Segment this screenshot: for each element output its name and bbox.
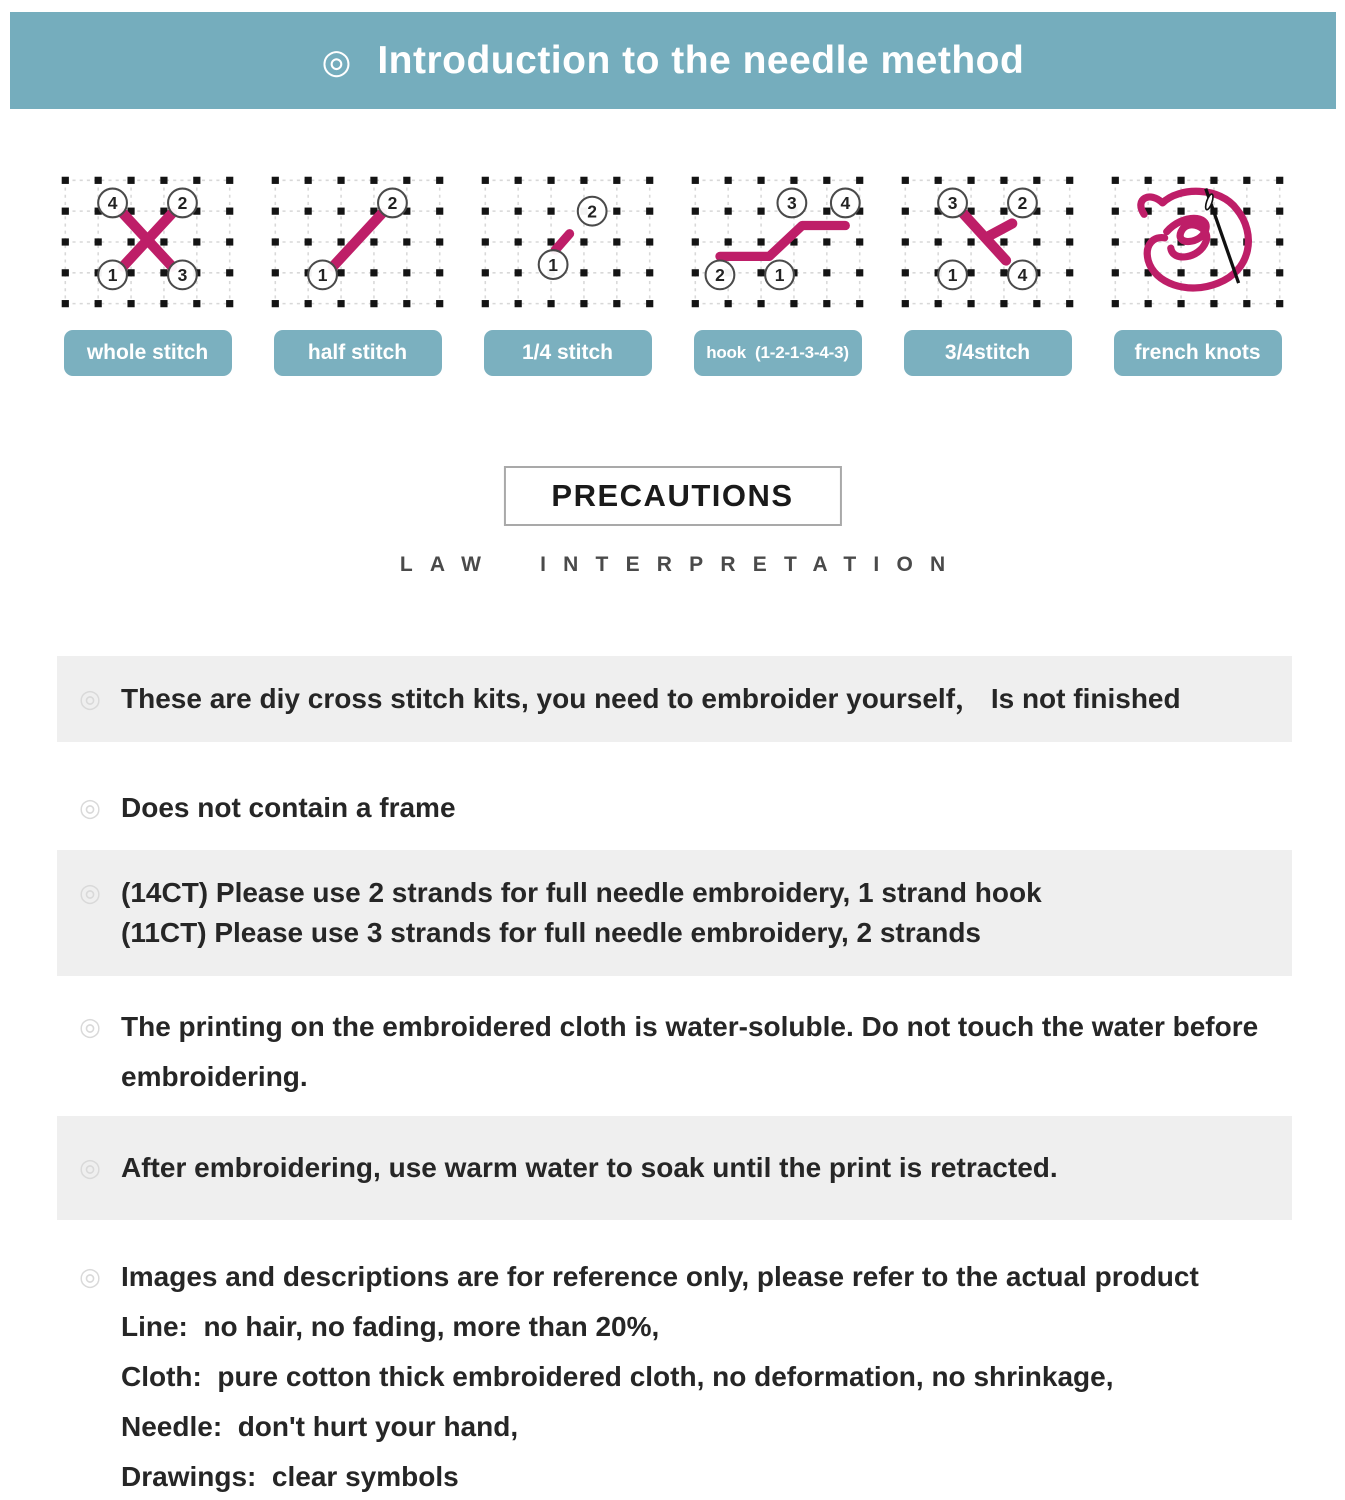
ring-bullet-icon: ◎ <box>79 794 101 822</box>
ring-bullet-icon: ◎ <box>79 685 101 713</box>
precaution-item-3 <box>57 850 1292 976</box>
stitch-column-french-knots <box>1105 168 1290 376</box>
stitch-column-three-quarter <box>895 168 1080 376</box>
svg-text:2: 2 <box>587 201 598 222</box>
title-banner-content <box>322 39 1025 83</box>
stitch-label-half-stitch: half stitch <box>274 330 442 376</box>
svg-text:2: 2 <box>387 193 398 214</box>
french-knots-diagram <box>1105 168 1290 317</box>
svg-text:2: 2 <box>715 265 725 286</box>
half-stitch-diagram <box>265 168 450 317</box>
svg-text:1: 1 <box>774 265 785 286</box>
quarter-stitch-diagram <box>475 168 660 317</box>
precautions-list <box>57 656 1292 1500</box>
target-circle-icon: ◎ <box>321 42 352 81</box>
stitch-label-three-quarter: 3/4stitch <box>904 330 1072 376</box>
precaution-text: After embroidering, use warm water to soak until the print is retracted. <box>121 1152 1058 1183</box>
svg-text:1: 1 <box>107 265 118 286</box>
precaution-text: Images and descriptions are for reference only, please refer to the actual product Line: no hair, no fading, more than 20%, Cloth: pure cotton thick embroidered cloth, no deformation, no shrinkage, Needle: don't hurt your hand, Drawings: clear symbols <box>121 1261 1199 1492</box>
stitch-diagram-row <box>55 168 1290 376</box>
ring-bullet-icon: ◎ <box>79 1154 101 1182</box>
precaution-item-2 <box>57 786 1292 830</box>
precaution-text: These are diy cross stitch kits, you need to embroider yourself， Is not finished <box>121 683 1181 714</box>
page-title: Introduction to the needle method <box>377 38 1025 82</box>
svg-text:2: 2 <box>1017 193 1028 214</box>
stitch-label-hook: hook (1-2-1-3-4-3) <box>694 330 862 376</box>
precaution-text: Does not contain a frame <box>121 792 456 823</box>
svg-text:1: 1 <box>947 265 958 286</box>
precaution-item-6 <box>57 1252 1292 1500</box>
precaution-text: The printing on the embroidered cloth is water-soluble. Do not touch the water before embroidering. <box>121 1011 1266 1092</box>
svg-text:1: 1 <box>548 254 558 275</box>
stitch-label-whole-stitch: whole stitch <box>64 330 232 376</box>
svg-text:4: 4 <box>107 193 118 214</box>
precaution-item-5 <box>57 1116 1292 1220</box>
svg-text:4: 4 <box>840 193 851 214</box>
stitch-column-quarter <box>475 168 660 376</box>
stitch-column-half <box>265 168 450 376</box>
precaution-text: (14CT) Please use 2 strands for full needle embroidery, 1 strand hook (11CT) Please use 3 strands for full needle embroidery, 2 strands <box>121 877 1042 948</box>
whole-stitch-diagram <box>55 168 240 317</box>
precaution-item-1 <box>57 656 1292 742</box>
svg-text:4: 4 <box>1017 265 1028 286</box>
stitch-label-quarter-stitch: 1/4 stitch <box>484 330 652 376</box>
svg-text:3: 3 <box>177 265 188 286</box>
ring-bullet-icon: ◎ <box>79 1263 101 1291</box>
svg-text:1: 1 <box>317 265 328 286</box>
ring-bullet-icon: ◎ <box>79 879 101 907</box>
stitch-column-hook <box>685 168 870 376</box>
stitch-column-whole <box>55 168 240 376</box>
stitch-label-french-knots: french knots <box>1114 330 1282 376</box>
svg-text:3: 3 <box>787 193 797 214</box>
title-banner <box>10 12 1336 109</box>
svg-text:3: 3 <box>947 193 958 214</box>
precautions-heading: PRECAUTIONS <box>503 466 841 526</box>
hook-stitch-diagram <box>685 168 870 317</box>
svg-text:2: 2 <box>177 193 188 214</box>
ring-bullet-icon: ◎ <box>79 1013 101 1041</box>
three-quarter-stitch-diagram <box>895 168 1080 317</box>
law-interpretation-subtitle: LAW INTERPRETATION <box>399 553 963 576</box>
precaution-item-4 <box>57 1002 1292 1102</box>
